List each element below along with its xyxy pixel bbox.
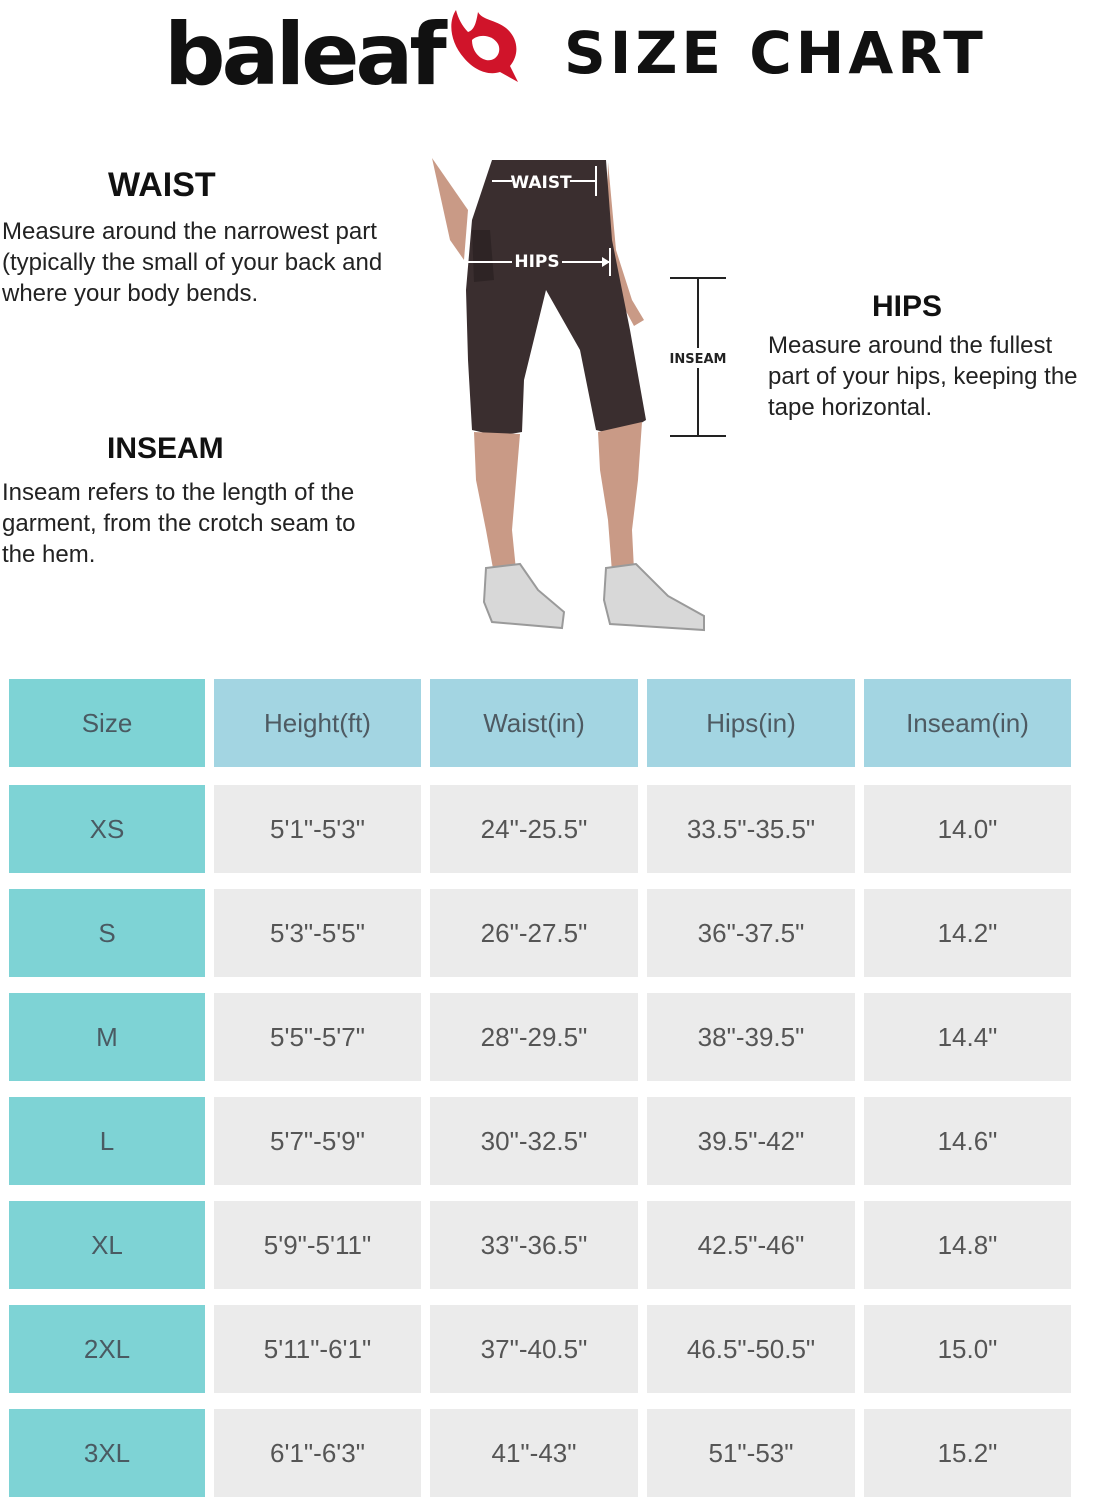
table-cell: 6'1"-6'3" [214, 1409, 421, 1497]
header-cell: Inseam(in) [864, 679, 1071, 767]
size-label-cell: 2XL [9, 1305, 205, 1393]
table-cell: 46.5"-50.5" [647, 1305, 855, 1393]
table-cell: 33.5"-35.5" [647, 785, 855, 873]
chart-title: SIZE CHART [564, 19, 987, 87]
size-label-cell: M [9, 993, 205, 1081]
table-cell: 42.5"-46" [647, 1201, 855, 1289]
header-cell: Hips(in) [647, 679, 855, 767]
table-cell: 14.4" [864, 993, 1071, 1081]
table-cell: 51"-53" [647, 1409, 855, 1497]
inseam-heading: INSEAM [107, 432, 224, 465]
table-cell: 14.6" [864, 1097, 1071, 1185]
header-cell: Size [9, 679, 205, 767]
table-cell: 39.5"-42" [647, 1097, 855, 1185]
size-label-cell: 3XL [9, 1409, 205, 1497]
header-cell: Height(ft) [214, 679, 421, 767]
table-cell: 15.0" [864, 1305, 1071, 1393]
table-cell: 15.2" [864, 1409, 1071, 1497]
table-cell: 36"-37.5" [647, 889, 855, 977]
table-cell: 5'7"-5'9" [214, 1097, 421, 1185]
size-label-cell: S [9, 889, 205, 977]
waist-heading: WAIST [108, 166, 216, 204]
leggings-model-figure [420, 150, 750, 640]
table-cell: 41"-43" [430, 1409, 638, 1497]
table-cell: 26"-27.5" [430, 889, 638, 977]
waist-description: Measure around the narrowest part (typically the small of your back and where your body bends. [2, 218, 383, 307]
table-cell: 5'11"-6'1" [214, 1305, 421, 1393]
inseam-description: Inseam refers to the length of the garment, from the crotch seam to the hem. [2, 479, 356, 568]
inseam-marker-label: INSEAM [669, 352, 727, 367]
header-cell: Waist(in) [430, 679, 638, 767]
table-cell: 5'3"-5'5" [214, 889, 421, 977]
brand-name: baleaf [164, 5, 443, 105]
size-label-cell: L [9, 1097, 205, 1185]
table-cell: 37"-40.5" [430, 1305, 638, 1393]
table-cell: 5'1"-5'3" [214, 785, 421, 873]
size-label-cell: XL [9, 1201, 205, 1289]
table-cell: 28"-29.5" [430, 993, 638, 1081]
table-cell: 14.0" [864, 785, 1071, 873]
waist-marker-label: WAIST [510, 173, 572, 193]
table-cell: 24"-25.5" [430, 785, 638, 873]
table-cell: 14.2" [864, 889, 1071, 977]
table-cell: 5'9"-5'11" [214, 1201, 421, 1289]
table-cell: 38"-39.5" [647, 993, 855, 1081]
table-cell: 5'5"-5'7" [214, 993, 421, 1081]
hips-heading: HIPS [872, 290, 943, 323]
hips-description: Measure around the fullest part of your hips, keeping the tape horizontal. [768, 332, 1078, 421]
leaf-flame-logo-icon [438, 2, 528, 84]
header [0, 0, 1099, 110]
table-cell: 30"-32.5" [430, 1097, 638, 1185]
table-cell: 14.8" [864, 1201, 1071, 1289]
size-label-cell: XS [9, 785, 205, 873]
table-cell: 33"-36.5" [430, 1201, 638, 1289]
hips-marker-label: HIPS [514, 252, 560, 272]
